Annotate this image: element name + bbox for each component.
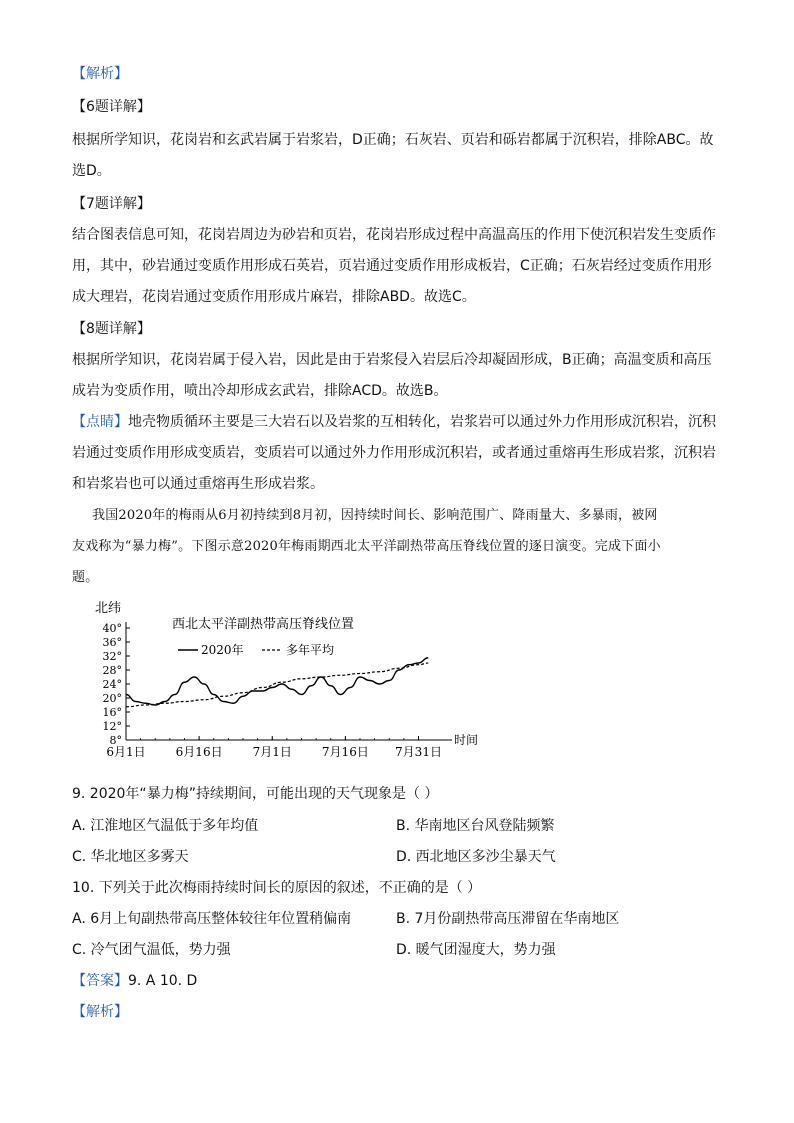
q9-option-d[interactable]: D. 西北地区多沙尘暴天气 bbox=[396, 849, 556, 865]
q9-option-a[interactable]: A. 江淮地区气温低于多年均值 bbox=[72, 818, 259, 834]
chart-title: 西北太平洋副热带高压脊线位置 bbox=[172, 617, 355, 632]
answer-label: 【答案】 bbox=[72, 973, 128, 989]
tip-line-2: 岩通过变质作用形成变质岩，变质岩可以通过外力作用形成沉积岩，或者通过重熔再生形成岩浆，沉积岩 bbox=[72, 445, 716, 461]
q6-heading: 【6题详解】 bbox=[72, 99, 151, 115]
q10-option-d[interactable]: D. 暖气团湿度大，势力强 bbox=[396, 942, 556, 958]
y-tick-label: 40° bbox=[102, 622, 122, 635]
q9-option-c[interactable]: C. 华北地区多雾天 bbox=[72, 849, 189, 865]
intro-line-1: 我国2020年的梅雨从6月初持续到8月初，因持续时间长、影响范围广、降雨量大、多暴雨，被网 bbox=[92, 508, 658, 523]
tip-label: 【点睛】 bbox=[72, 414, 128, 430]
q7-heading: 【7题详解】 bbox=[72, 196, 151, 212]
q10-option-c[interactable]: C. 冷气团气温低，势力强 bbox=[72, 942, 231, 958]
x-tick-label: 7月31日 bbox=[395, 745, 442, 759]
q9-option-b[interactable]: B. 华南地区台风登陆频繁 bbox=[396, 818, 555, 834]
series-line-average bbox=[126, 663, 428, 707]
y-tick-label: 12° bbox=[102, 720, 122, 733]
x-tick-label: 6月1日 bbox=[106, 745, 146, 759]
q6-line-2: 选D。 bbox=[72, 163, 111, 179]
y-tick-label: 32° bbox=[102, 650, 122, 663]
tip-line-1 bbox=[72, 412, 716, 432]
legend-label-average: 多年平均 bbox=[286, 643, 335, 657]
analysis-heading-2: 【解析】 bbox=[72, 1004, 128, 1020]
q10-option-b[interactable]: B. 7月份副热带高压滞留在华南地区 bbox=[396, 911, 620, 927]
q10-stem: 10. 下列关于此次梅雨持续时间长的原因的叙述，不正确的是（ ） bbox=[72, 880, 482, 896]
y-tick-label: 16° bbox=[102, 706, 122, 719]
analysis-heading: 【解析】 bbox=[72, 66, 128, 82]
q8-heading: 【8题详解】 bbox=[72, 321, 151, 337]
q7-line-2: 用，其中，砂岩通过变质作用形成石英岩，页岩通过变质作用形成板岩，C正确；石灰岩经过变质作用形 bbox=[72, 258, 712, 274]
x-axis-label: 时间 bbox=[454, 733, 479, 747]
q7-line-1: 结合图表信息可知，花岗岩周边为砂岩和页岩，花岗岩形成过程中高温高压的作用下使沉积岩发生变质作 bbox=[72, 227, 716, 243]
y-tick-label: 24° bbox=[102, 678, 122, 691]
answer-text: 9. A 10. D bbox=[128, 973, 198, 989]
answer-line bbox=[72, 971, 197, 991]
q8-line-1: 根据所学知识，花岗岩属于侵入岩，因此是由于岩浆侵入岩层后冷却凝固形成，B正确；高温变质和高压 bbox=[72, 352, 712, 368]
y-tick-label: 8° bbox=[109, 734, 122, 747]
q10-option-a[interactable]: A. 6月上旬副热带高压整体较往年位置稍偏南 bbox=[72, 911, 352, 927]
x-tick-label: 6月16日 bbox=[175, 745, 223, 759]
intro-line-3: 题。 bbox=[72, 570, 99, 585]
q7-line-3: 成大理岩，花岗岩通过变质作用形成片麻岩，排除ABD。故选C。 bbox=[72, 289, 476, 305]
series-line-2020 bbox=[126, 658, 428, 705]
q9-stem: 9. 2020年“暴力梅”持续期间，可能出现的天气现象是（ ） bbox=[72, 786, 439, 802]
tip-text-1: 地壳物质循环主要是三大岩石以及岩浆的互相转化，岩浆岩可以通过外力作用形成沉积岩，沉积 bbox=[128, 414, 716, 430]
tip-line-3: 和岩浆岩也可以通过重熔再生形成岩浆。 bbox=[72, 476, 324, 492]
y-tick-label: 20° bbox=[102, 692, 122, 705]
q6-line-1: 根据所学知识，花岗岩和玄武岩属于岩浆岩，D正确；石灰岩、页岩和砾岩都属于沉积岩，排除ABC。故 bbox=[72, 132, 714, 148]
q8-line-2: 成岩为变质作用，喷出冷却形成玄武岩，排除ACD。故选B。 bbox=[72, 383, 448, 399]
x-tick-label: 7月1日 bbox=[252, 745, 292, 759]
intro-line-2: 友戏称为“暴力梅”。下图示意2020年梅雨期西北太平洋副热带高压脊线位置的逐日演变。完成下面小 bbox=[72, 539, 661, 554]
y-tick-label: 36° bbox=[102, 636, 122, 649]
ridge-line-chart bbox=[80, 598, 480, 780]
y-axis-label: 北纬 bbox=[95, 601, 122, 616]
x-tick-label: 7月16日 bbox=[321, 745, 369, 759]
legend-label-2020: 2020年 bbox=[201, 643, 244, 657]
y-tick-label: 28° bbox=[102, 664, 122, 677]
